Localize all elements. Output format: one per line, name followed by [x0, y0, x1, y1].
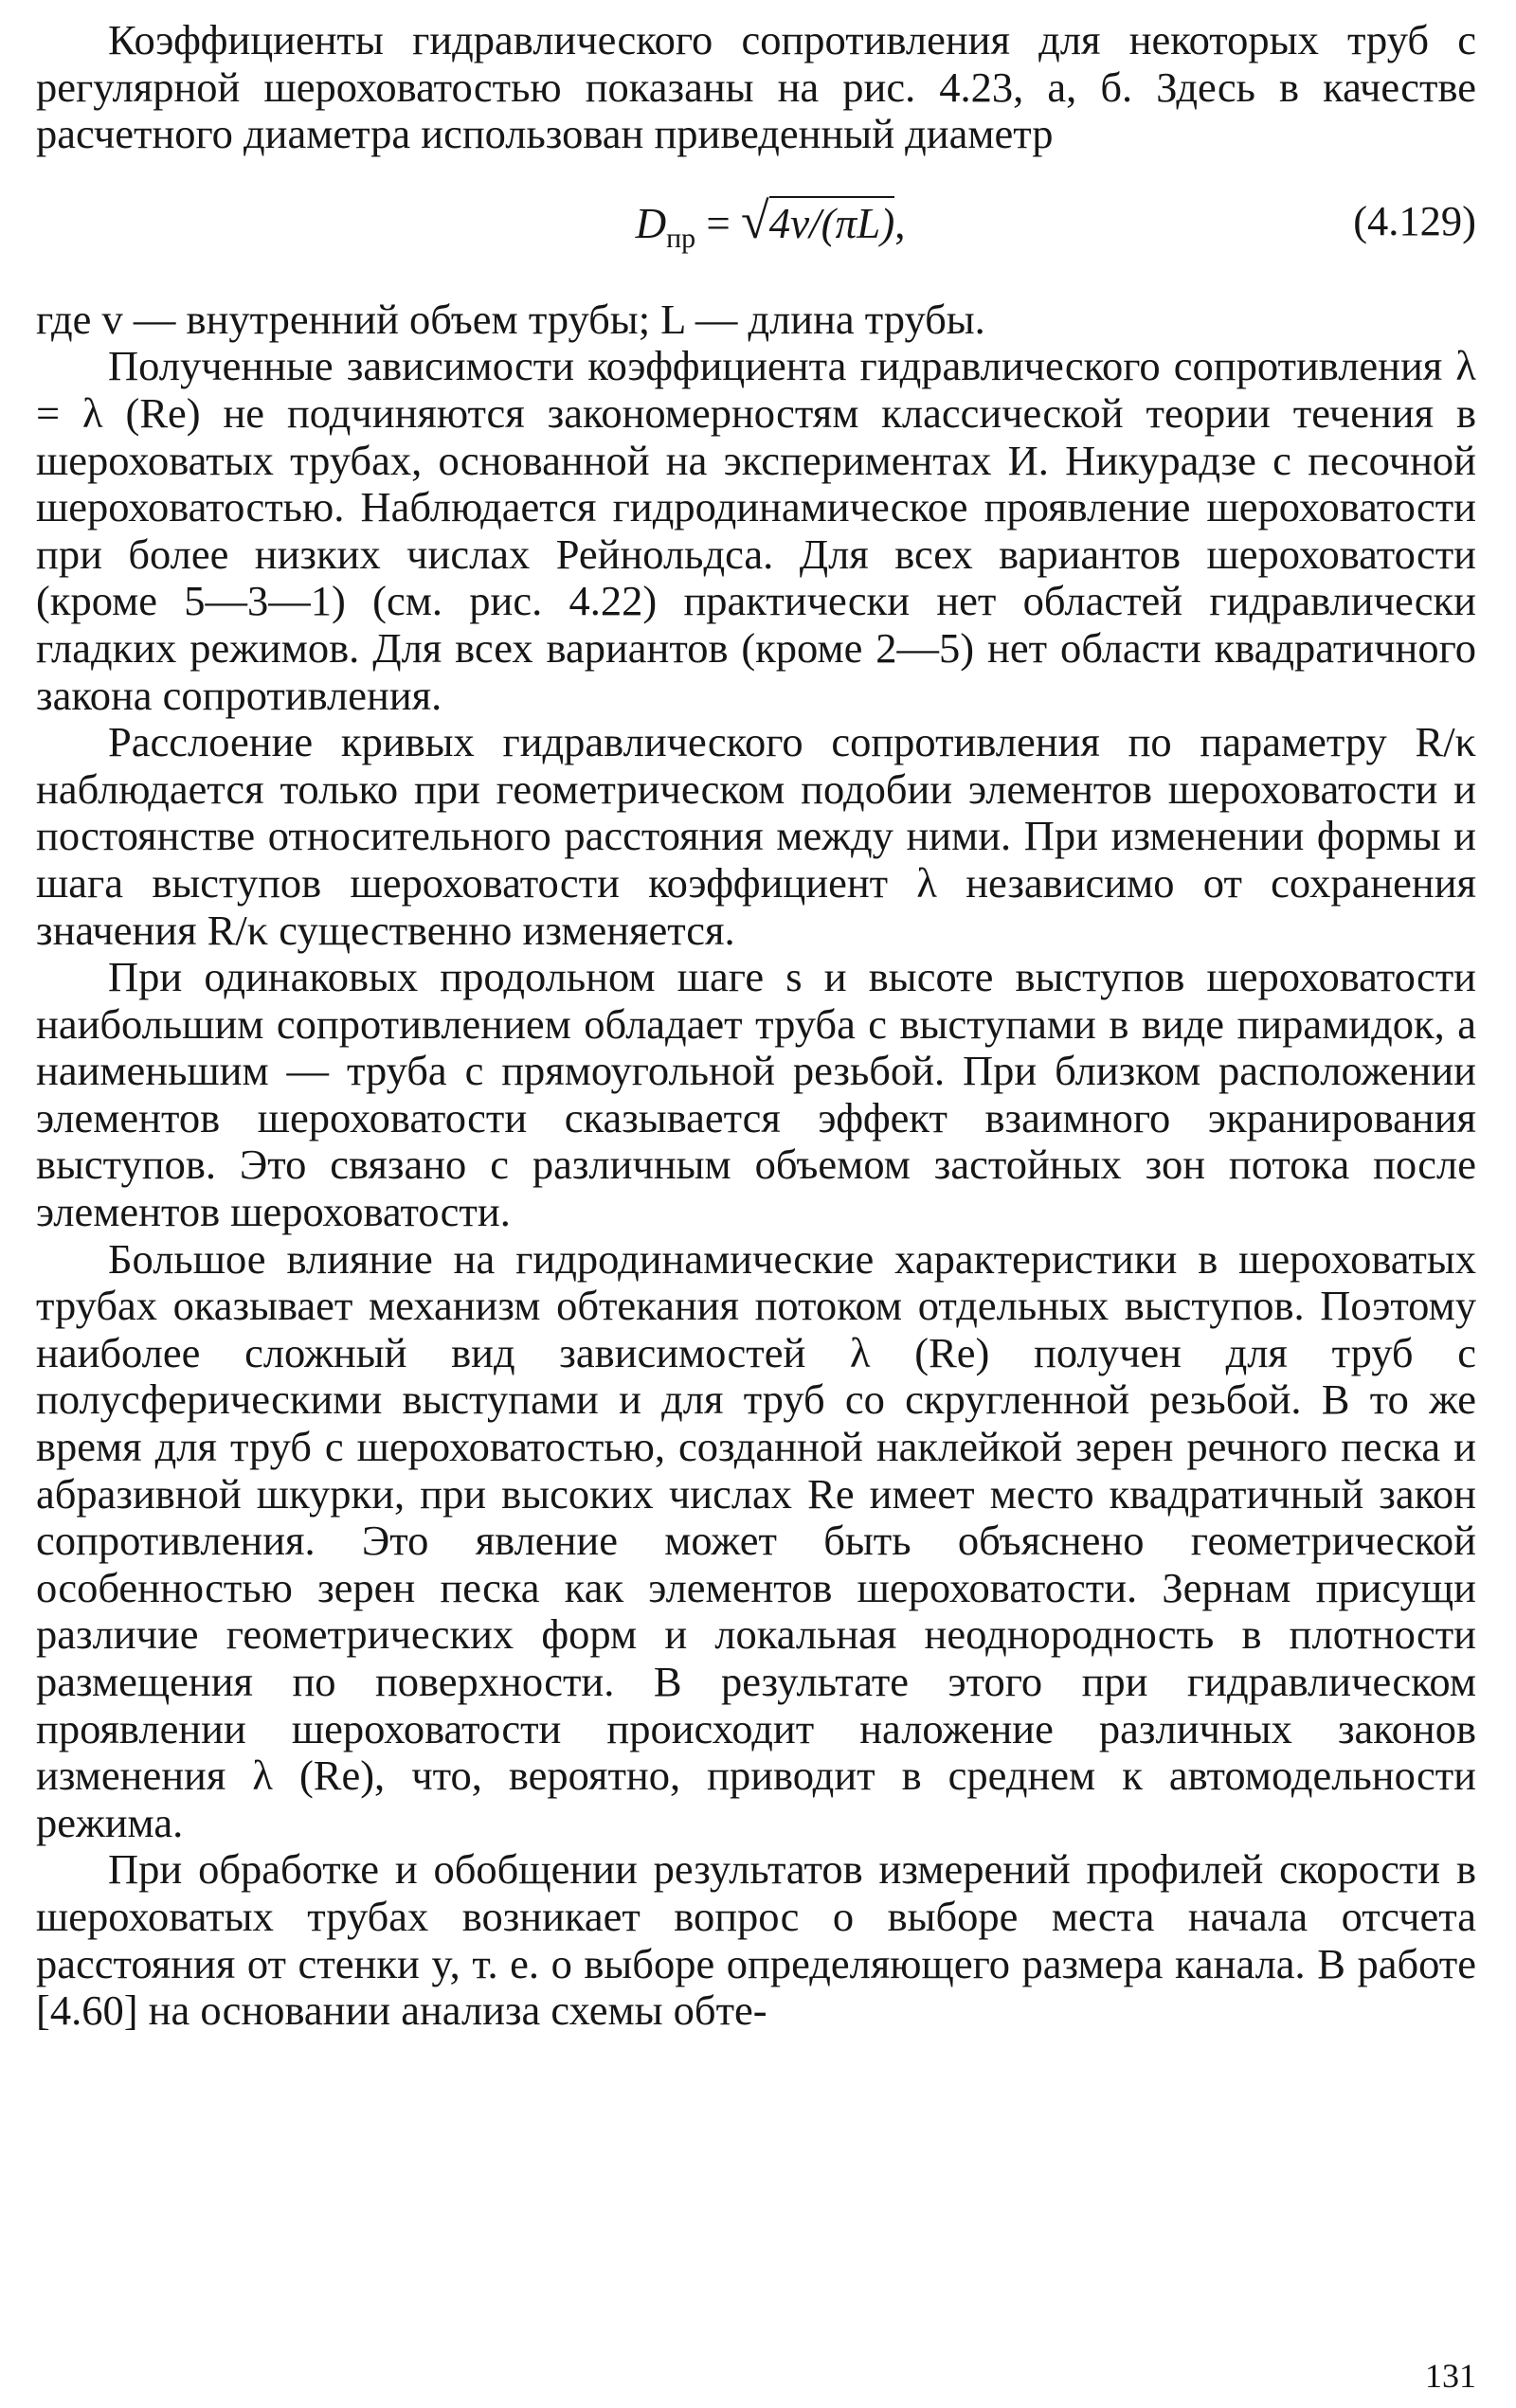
paragraph-velocity-profiles: При обработке и обобщении результатов измерений профилей скорости в шероховатых трубах возникает вопрос о выборе места начала отсчета расстояния от стенки y, т. е. о выборе определяющего размера канала. В работе [4.60] на основании анализа схемы обте- [36, 1845, 1476, 2035]
formula-lhs-subscript: пр [666, 222, 696, 254]
formula-number: (4.129) [1353, 196, 1476, 244]
page-number: 131 [1425, 2357, 1476, 2395]
formula-lhs: D [635, 199, 667, 247]
formula-equals: = [695, 199, 742, 247]
formula-expression [36, 191, 1476, 262]
document-page [36, 16, 1476, 2395]
formula-4-129 [36, 158, 1476, 297]
paragraph-dependencies: Полученные зависимости коэффициента гидравлического сопротивления λ = λ (Re) не подчиняются закономерностям классической теории течения в шероховатых трубах, основанной на экспериментах И. Никурадзе с песочной шероховатостью. Наблюдается гидродинамическое проявление шероховатости при более низких числах Рейнольдса. Для всех вариантов шероховатости (кроме 5—3—1) (см. рис. 4.22) практически нет областей гидравлически гладких режимов. Для всех вариантов (кроме 2—5) нет области квадратичного закона сопротивления. [36, 342, 1476, 719]
paragraph-flow-mechanism: Большое влияние на гидродинамические характеристики в шероховатых трубах оказывает механизм обтекания потоком отдельных выступов. Поэтому наиболее сложный вид зависимостей λ (Re) получен для труб с полусферическими выступами и для труб со скругленной резьбой. В то же время для труб с шероховатостью, созданной наклейкой зерен речного песка и абразивной шкурки, при высоких числах Re имеет место квадратичный закон сопротивления. Это явление может быть объяснено геометрической особенностью зерен песка как элементов шероховатости. Зернам присущи различие геометрических форм и локальная неоднородность в плотности размещения по поверхности. В результате этого при гидравлическом проявлении шероховатости происходит наложение различных законов изменения λ (Re), что, вероятно, приводит в среднем к автомодельности режима. [36, 1234, 1476, 1846]
formula-comma: , [894, 199, 906, 247]
formula-radicand: 4v/(πL) [769, 196, 895, 247]
paragraph-intro: Коэффициенты гидравлического сопротивления для некоторых труб с регулярной шероховатостью показаны на рис. 4.23, а, б. Здесь в качестве расчетного диаметра использован приведенный диаметр [36, 16, 1476, 158]
formula-radical-sign: √ [741, 191, 769, 249]
paragraph-equal-pitch: При одинаковых продольном шаге s и высоте выступов шероховатости наибольшим сопротивлением обладает труба с выступами в виде пирамидок, а наименьшим — труба с прямоугольной резьбой. При близком расположении элементов шероховатости сказывается эффект взаимного экранирования выступов. Это связано с различным объемом застойных зон потока после элементов шероховатости. [36, 953, 1476, 1236]
paragraph-stratification: Расслоение кривых гидравлического сопротивления по параметру R/κ наблюдается только при геометрическом подобии элементов шероховатости и постоянстве относительного расстояния между ними. При изменении формы и шага выступов шероховатости коэффициент λ независимо от сохранения значения R/κ существенно изменяется. [36, 718, 1476, 954]
paragraph-where: где v — внутренний объем трубы; L — длина трубы. [36, 295, 985, 343]
